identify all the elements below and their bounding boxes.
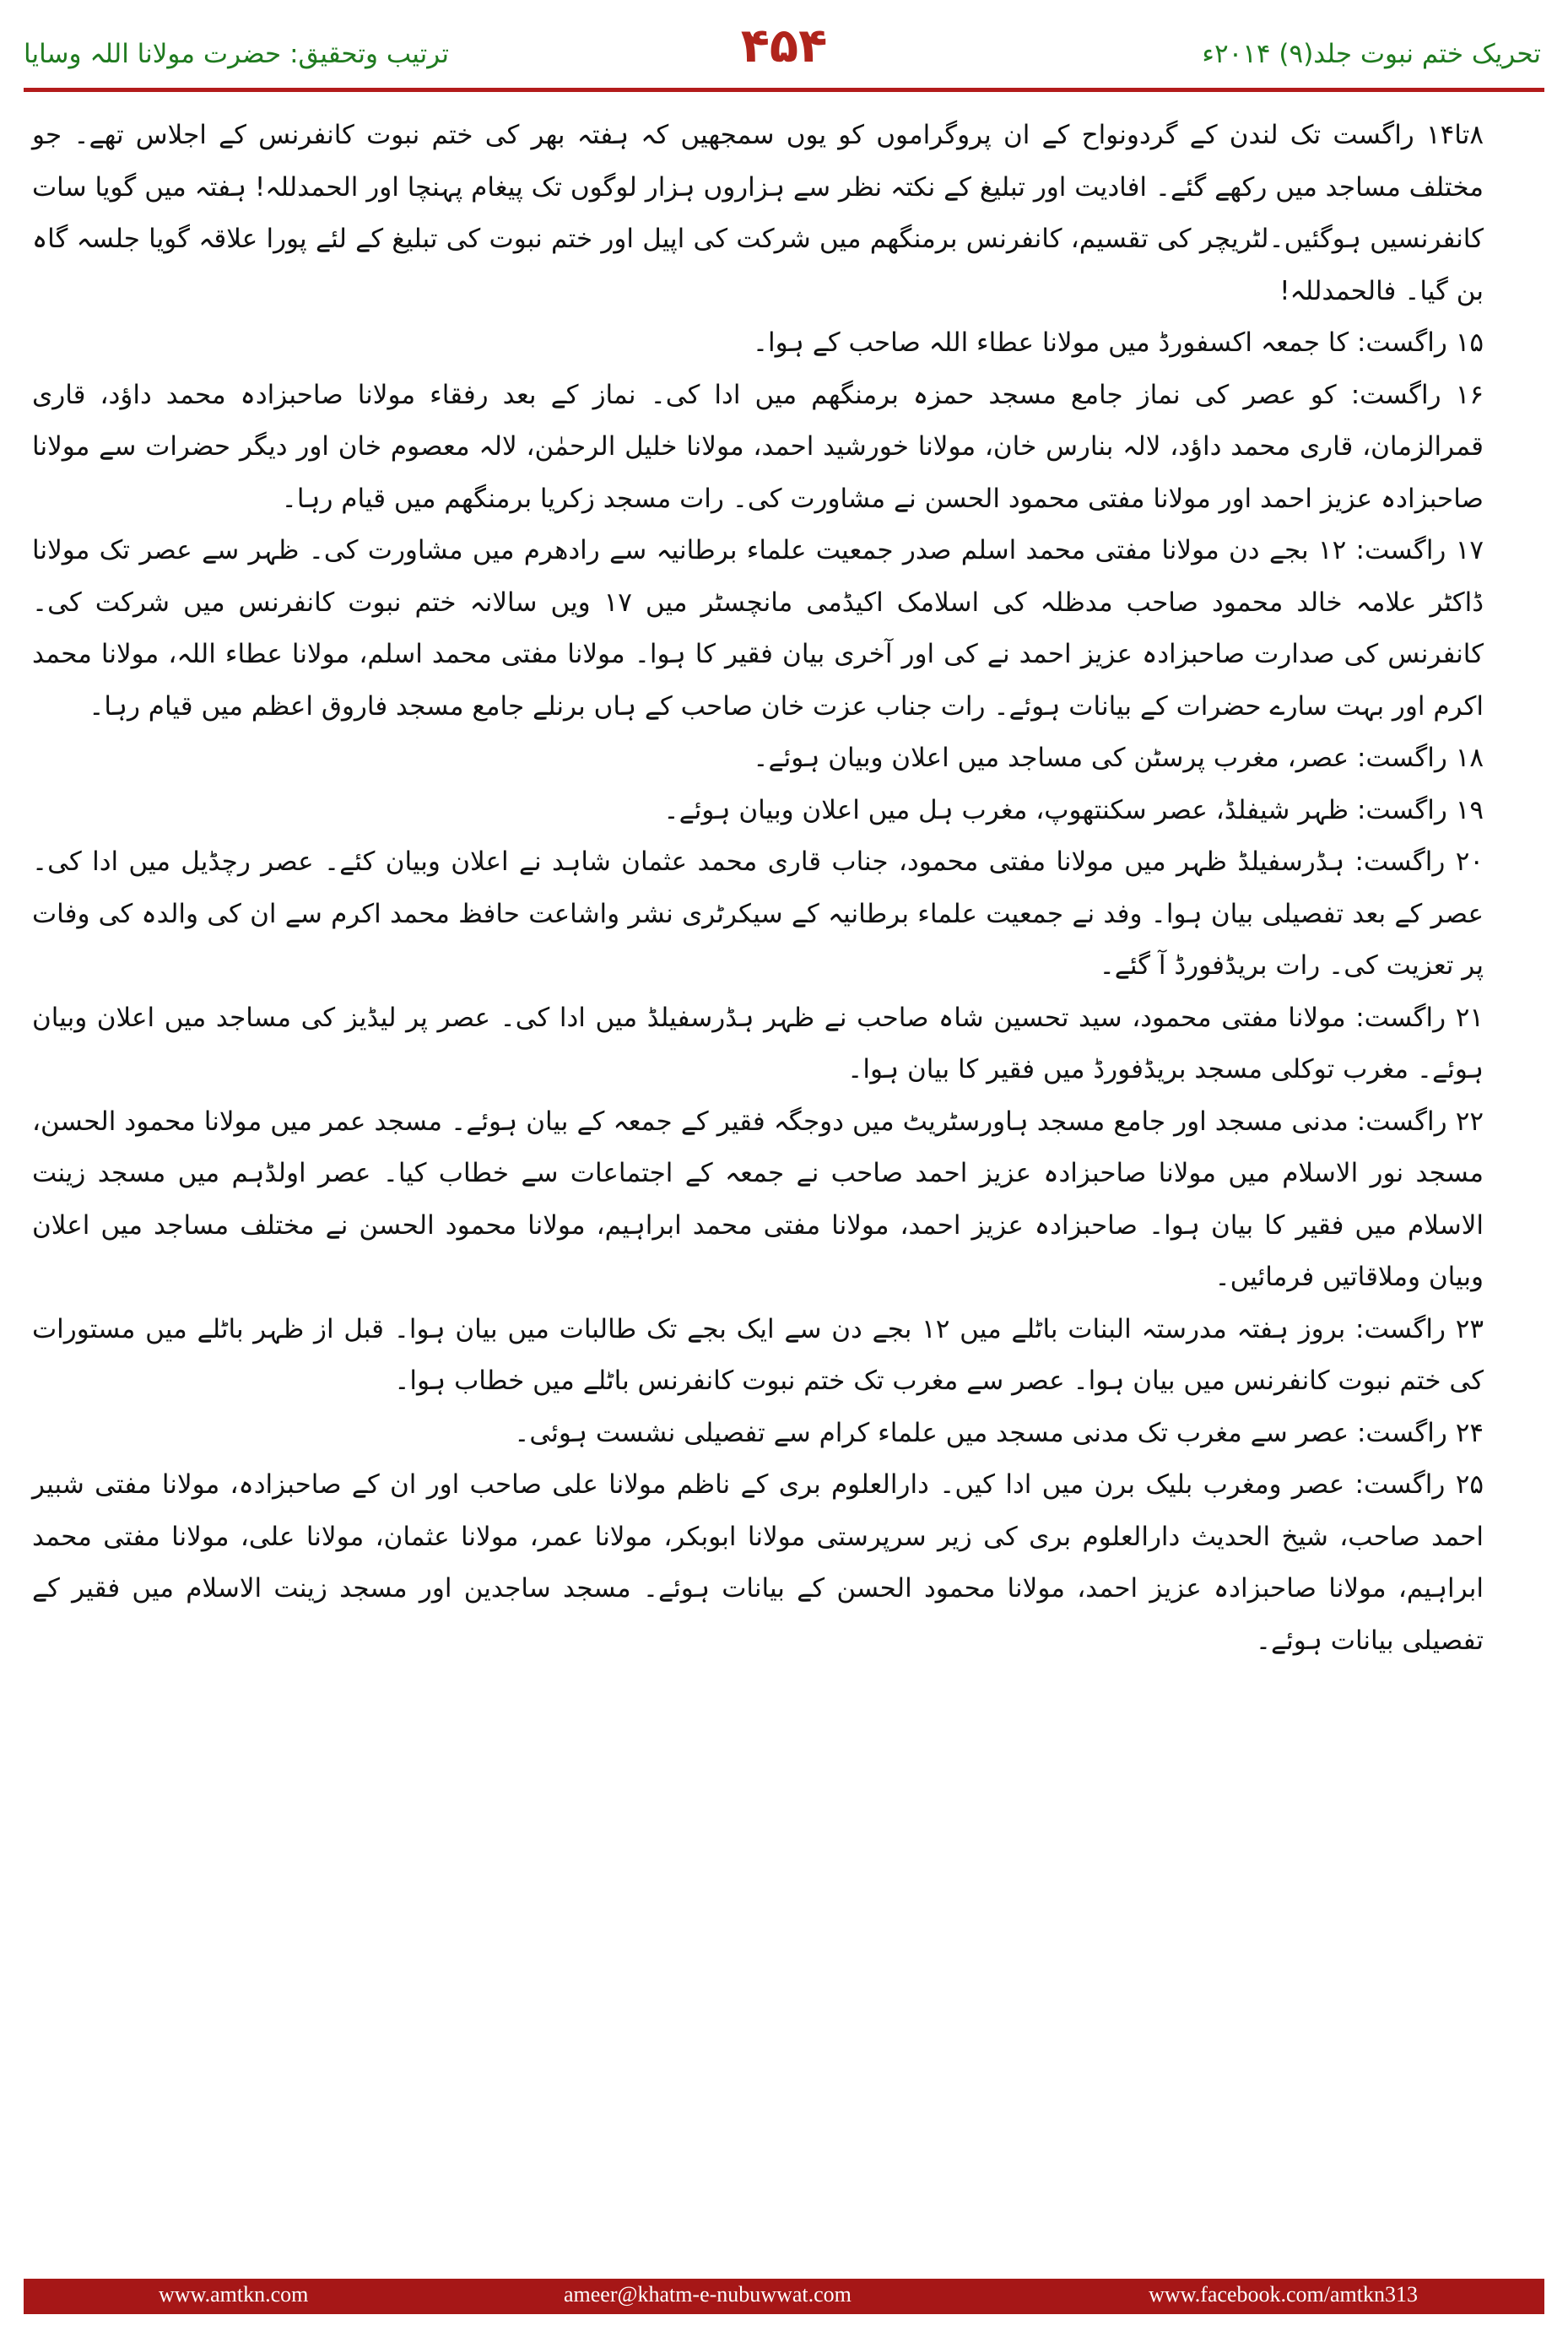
book-title: تحریک ختم نبوت جلد(۹) ۲۰۱۴ء	[1202, 39, 1541, 69]
paragraph-aug-15: ۱۵ راگست: کا جمعہ اکسفورڈ میں مولانا عطاء اللہ صاحب کے ہوا۔	[752, 327, 1484, 358]
paragraph-aug-25: ۲۵ راگست: عصر ومغرب بلیک برن میں ادا کیں۔ دارالعلوم بری کے ناظم مولانا علی صاحب اور ان کے صاحبزادہ، مولانا مفتی شبیر احمد صاحب، شیخ الحدیث دارالعلوم بری کی زیر سرپرستی مولانا ابوبکر، مولانا عمر، مولانا عثمان، مولانا علی، مولانا مفتی محمد ابراہیم، مولانا صاحبزادہ عزیز احمد، مولانا محمود الحسن کے بیانات ہوئے۔ مسجد ساجدین اور مسجد زینت الاسلام میں فقیر کے تفصیلی بیانات ہوئے۔	[32, 1469, 1484, 1656]
footer-email-link[interactable]: ameer@khatm-e-nubuwwat.com	[564, 2282, 852, 2307]
paragraph-aug-23: ۲۳ راگست: بروز ہفتہ مدرستہ البنات باٹلے میں ۱۲ بجے دن سے ایک بجے تک طالبات میں بیان ہوا۔ قبل از ظہر باٹلے میں مستورات کی ختم نبوت کانفرنس میں بیان ہوا۔ عصر سے مغرب تک ختم نبوت کانفرنس باٹلے میں خطاب ہوا۔	[32, 1313, 1484, 1396]
footer-facebook-link[interactable]: www.facebook.com/amtkn313	[1149, 2282, 1418, 2307]
paragraph-aug-16: ۱۶ راگست: کو عصر کی نماز جامع مسجد حمزہ برمنگھم میں ادا کی۔ نماز کے بعد رفقاء مولانا صاحبزادہ محمد داؤد، قاری قمرالزمان، قاری محمد داؤد، لالہ بنارس خان، مولانا خورشید احمد، مولانا خلیل الرحمٰن، لالہ معصوم خان اور دیگر حضرات سے مولانا صاحبزادہ عزیز احمد اور مولانا مفتی محمود الحسن نے مشاورت کی۔ رات مسجد زکریا برمنگھم میں قیام رہا۔	[32, 379, 1484, 514]
paragraph-aug-18: ۱۸ راگست: عصر، مغرب پرسٹن کی مساجد میں اعلان وبیان ہوئے۔	[753, 743, 1484, 773]
page-number: ۴۵۴	[740, 19, 828, 73]
paragraph-aug-20: ۲۰ راگست: ہڈرسفیلڈ ظہر میں مولانا مفتی محمود، جناب قاری محمد عثمان شاہد نے اعلان وبیان کئے۔ عصر رچڈیل میں ادا کی۔ عصر کے بعد تفصیلی بیان ہوا۔ وفد نے جمعیت علماء برطانیہ کے سیکرٹری نشر واشاعت حافظ محمد اکرم سے ان کی والدہ کی وفات پر تعزیت کی۔ رات بریڈفورڈ آ گئے۔	[32, 846, 1484, 981]
paragraph-aug-21: ۲۱ راگست: مولانا مفتی محمود، سید تحسین شاہ صاحب نے ظہر ہڈرسفیلڈ میں ادا کی۔ عصر پر لیڈیز کی مساجد میں اعلان وبیان ہوئے۔ مغرب توکلی مسجد بریڈفورڈ میں فقیر کا بیان ہوا۔	[32, 1002, 1484, 1084]
paragraph-aug-17: ۱۷ راگست: ۱۲ بجے دن مولانا مفتی محمد اسلم صدر جمعیت علماء برطانیہ سے رادھرم میں مشاورت کی۔ ظہر سے عصر تک مولانا ڈاکٹر علامہ خالد محمود صاحب مدظلہ کی اسلامک اکیڈمی مانچسٹر میں ۱۷ ویں سالانہ ختم نبوت کانفرنس میں شرکت کی۔ کانفرنس کی صدارت صاحبزادہ عزیز احمد نے کی اور آخری بیان فقیر کا ہوا۔ مولانا مفتی محمد اسلم، مولانا عطاء اللہ، مولانا محمد اکرم اور بہت سارے حضرات کے بیانات ہوئے۔ رات جناب عزت خان صاحب کے ہاں برنلے جامع مسجد فاروق اعظم میں قیام رہا۔	[32, 535, 1484, 722]
paragraph-aug-24: ۲۴ راگست: عصر سے مغرب تک مدنی مسجد میں علماء کرام سے تفصیلی نشست ہوئی۔	[514, 1417, 1484, 1448]
header-divider	[24, 88, 1544, 92]
paragraph-aug-19: ۱۹ راگست: ظہر شیفلڈ، عصر سکنتھوپ، مغرب ہل میں اعلان وبیان ہوئے۔	[663, 794, 1484, 825]
compiler-credit: ترتیب وتحقیق: حضرت مولانا اللہ وسایا	[24, 39, 450, 69]
paragraph-aug-8-14: ۸تا۱۴ راگست تک لندن کے گردونواح کے ان پروگراموں کو یوں سمجھیں کہ ہفتہ بھر کی ختم نبوت کانفرنس کے اجلاس تھے۔ جو مختلف مساجد میں رکھے گئے۔ افادیت اور تبلیغ کے نکتہ نظر سے ہزاروں ہزار لوگوں تک پیغام پہنچا اور الحمدللہ! ہفتہ میں گویا سات کانفرنسیں ہوگئیں۔لٹریچر کی تقسیم، کانفرنس برمنگھم میں شرکت کی اپیل اور ختم نبوت کی تبلیغ کے لئے پورا علاقہ گویا جلسہ گاہ بن گیا۔ فالحمدللہ!	[32, 120, 1484, 306]
page-body	[32, 110, 1536, 2262]
footer-website-link[interactable]: www.amtkn.com	[159, 2282, 309, 2307]
paragraph-aug-22: ۲۲ راگست: مدنی مسجد اور جامع مسجد ہاورسٹریٹ میں دوجگہ فقیر کے جمعہ کے بیان ہوئے۔ مسجد عمر میں مولانا محمود الحسن، مسجد نور الاسلام میں مولانا صاحبزادہ عزیز احمد صاحب نے جمعہ کے اجتماعات سے خطاب کیا۔ عصر اولڈہم میں مسجد زینت الاسلام میں فقیر کا بیان ہوا۔ صاحبزادہ عزیز احمد، مولانا مفتی محمد ابراہیم، مولانا محمود الحسن نے مختلف مساجد میں اعلان وبیان وملاقاتیں فرمائیں۔	[32, 1106, 1484, 1292]
page-footer	[24, 2279, 1544, 2314]
page-header	[0, 0, 1568, 97]
